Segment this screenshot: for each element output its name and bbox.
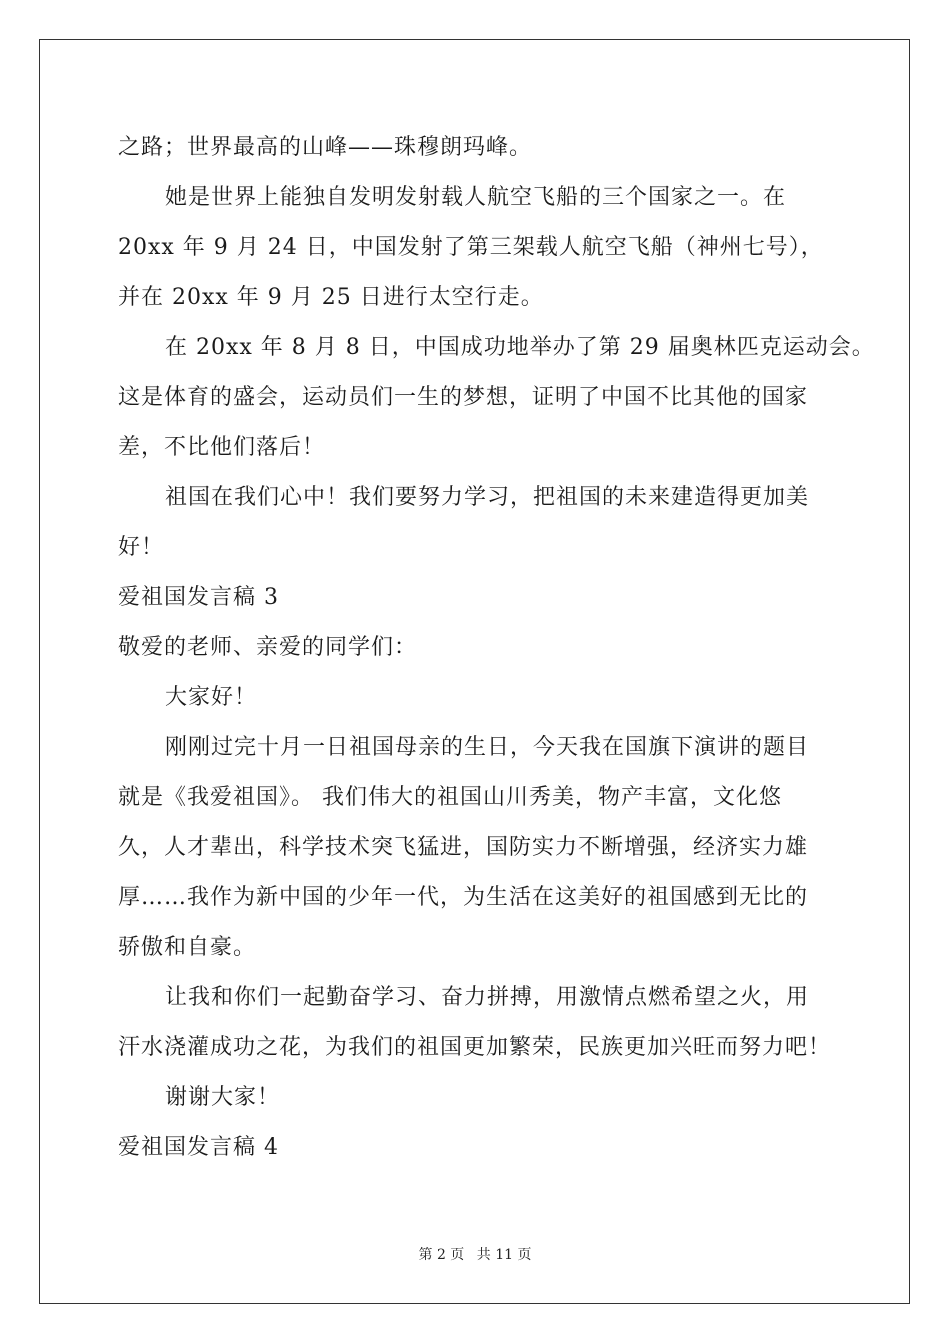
section-heading: 爱祖国发言稿 4 [118,1135,279,1160]
section-heading: 爱祖国发言稿 3 [118,585,279,610]
text-line: 汗水浇灌成功之花，为我们的祖国更加繁荣，民族更加兴旺而努力吧！ [118,1035,832,1060]
page-footer [0,1246,950,1264]
text-line: 差，不比他们落后！ [118,435,326,460]
salutation: 敬爱的老师、亲爱的同学们： [118,635,418,660]
text-line: 并在 20xx 年 9 月 25 日进行太空行走。 [118,285,544,310]
text-line: 就是《我爱祖国》。 我们伟大的祖国山川秀美，物产丰富，文化悠 [118,785,782,810]
page-border [39,39,910,1304]
text-line: 骄傲和自豪。 [118,935,257,960]
paragraph-start: 她是世界上能独自发明发射载人航空飞船的三个国家之一。在 [165,185,787,210]
text-line: 这是体育的盛会，运动员们一生的梦想，证明了中国不比其他的国家 [118,385,809,410]
page-number: 第 2 页 [418,1247,465,1263]
greeting: 大家好！ [165,685,258,710]
paragraph-start: 让我和你们一起勤奋学习、奋力拼搏，用激情点燃希望之火，用 [165,985,810,1010]
closing: 谢谢大家！ [165,1085,281,1110]
paragraph-start: 在 20xx 年 8 月 8 日，中国成功地举办了第 29 届奥林匹克运动会。 [165,335,875,360]
text-line: 厚……我作为新中国的少年一代，为生活在这美好的祖国感到无比的 [118,885,809,910]
page-total: 共 11 页 [476,1247,532,1263]
paragraph-start: 祖国在我们心中！我们要努力学习，把祖国的未来建造得更加美 [165,485,810,510]
text-line: 久，人才辈出，科学技术突飞猛进，国防实力不断增强，经济实力雄 [118,835,809,860]
text-line: 之路；世界最高的山峰——珠穆朗玛峰。 [118,135,533,160]
text-line: 20xx 年 9 月 24 日，中国发射了第三架载人航空飞船（神州七号）， [118,235,824,260]
paragraph-start: 刚刚过完十月一日祖国母亲的生日，今天我在国旗下演讲的题目 [165,735,810,760]
text-line: 好！ [118,535,165,560]
